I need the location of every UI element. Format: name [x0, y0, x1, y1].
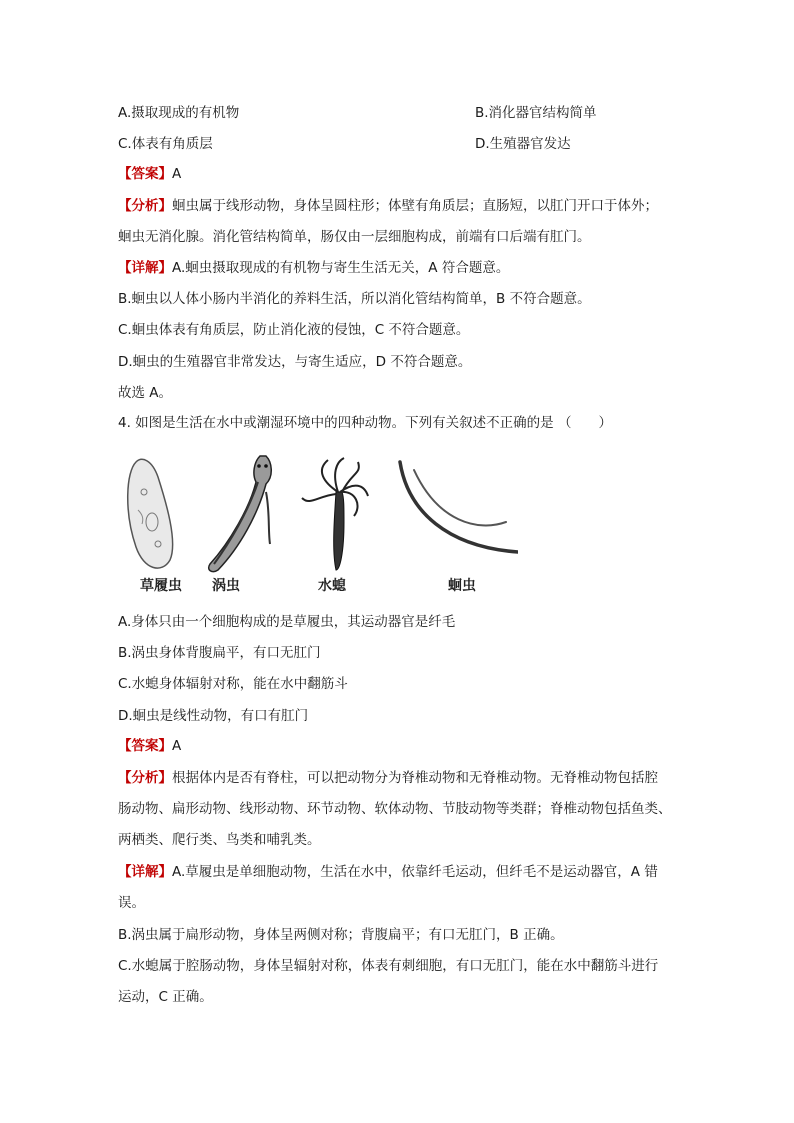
- detail-text: A.蛔虫摄取现成的有机物与寄生生活无关，A 符合题意。: [172, 260, 510, 276]
- prev-conclusion: 故选 A。: [118, 385, 173, 401]
- question-4-stem: 4. 如图是生活在水中或潮湿环境中的四种动物。下列有关叙述不正确的是 （ ）: [118, 415, 612, 431]
- option-a: A.摄取现成的有机物: [118, 105, 240, 121]
- answer-value: A: [172, 166, 182, 182]
- label-planaria: 涡虫: [212, 578, 240, 594]
- q4-option-d: D.蛔虫是线性动物，有口有肛门: [118, 708, 309, 724]
- q4-analysis-line-1: [118, 768, 658, 788]
- option-row-2: [118, 134, 571, 154]
- label-hydra: 水螅: [318, 578, 346, 594]
- answer-tag: 【答案】: [118, 166, 172, 182]
- answer-tag: 【答案】: [118, 738, 172, 754]
- prev-detail-line-1: [118, 258, 509, 278]
- detail-text: A.草履虫是单细胞动物，生活在水中，依靠纤毛运动，但纤毛不是运动器官，A 错: [172, 864, 658, 880]
- analysis-tag: 【分析】: [118, 198, 172, 214]
- analysis-text: 根据体内是否有脊柱，可以把动物分为脊椎动物和无脊椎动物。无脊椎动物包括腔: [172, 770, 658, 786]
- q4-detail-line-1: [118, 862, 658, 882]
- analysis-tag: 【分析】: [118, 770, 172, 786]
- q4-option-a: A.身体只由一个细胞构成的是草履虫，其运动器官是纤毛: [118, 614, 456, 630]
- option-c: C.体表有角质层: [118, 136, 213, 152]
- prev-detail-line-2: B.蛔虫以人体小肠内半消化的养料生活，所以消化管结构简单，B 不符合题意。: [118, 291, 591, 307]
- q4-analysis-line-2: 肠动物、扁形动物、线形动物、环节动物、软体动物、节肢动物等类群；脊椎动物包括鱼类、: [118, 801, 672, 817]
- prev-detail-line-3: C.蛔虫体表有角质层，防止消化液的侵蚀，C 不符合题意。: [118, 322, 470, 338]
- label-paramecium: 草履虫: [140, 578, 182, 594]
- paramecium-drawing: [128, 459, 173, 568]
- detail-tag: 【详解】: [118, 864, 172, 880]
- detail-tag: 【详解】: [118, 260, 172, 276]
- analysis-text: 蛔虫属于线形动物，身体呈圆柱形；体壁有角质层；直肠短，以肛门开口于体外；: [172, 198, 658, 214]
- q4-detail-line-5: 运动，C 正确。: [118, 989, 213, 1005]
- q4-option-b: B.涡虫身体背腹扁平，有口无肛门: [118, 645, 321, 661]
- option-row-1: [118, 103, 597, 123]
- planaria-drawing: [209, 456, 272, 572]
- prev-analysis-line-2: 蛔虫无消化腺。消化管结构简单，肠仅由一层细胞构成，前端有口后端有肛门。: [118, 229, 591, 245]
- answer-value: A: [172, 738, 182, 754]
- prev-analysis-line-1: [118, 196, 658, 216]
- q4-answer: [118, 736, 181, 756]
- roundworm-drawing: [400, 462, 518, 552]
- q4-detail-line-4: C.水螅属于腔肠动物，身体呈辐射对称，体表有刺细胞，有口无肛门，能在水中翻筋斗进行: [118, 958, 659, 974]
- animals-figure: [118, 452, 518, 602]
- option-d: D.生殖器官发达: [475, 136, 571, 152]
- prev-detail-line-4: D.蛔虫的生殖器官非常发达，与寄生适应，D 不符合题意。: [118, 354, 472, 370]
- q4-analysis-line-3: 两栖类、爬行类、鸟类和哺乳类。: [118, 832, 321, 848]
- hydra-drawing: [302, 458, 368, 570]
- prev-answer: [118, 164, 181, 184]
- label-roundworm: 蛔虫: [448, 578, 476, 594]
- option-b: B.消化器官结构简单: [475, 105, 597, 121]
- q4-detail-line-3: B.涡虫属于扁形动物，身体呈两侧对称；背腹扁平；有口无肛门，B 正确。: [118, 927, 564, 943]
- q4-detail-line-2: 误。: [118, 895, 145, 911]
- q4-option-c: C.水螅身体辐射对称，能在水中翻筋斗: [118, 676, 348, 692]
- animals-drawing: [118, 452, 518, 577]
